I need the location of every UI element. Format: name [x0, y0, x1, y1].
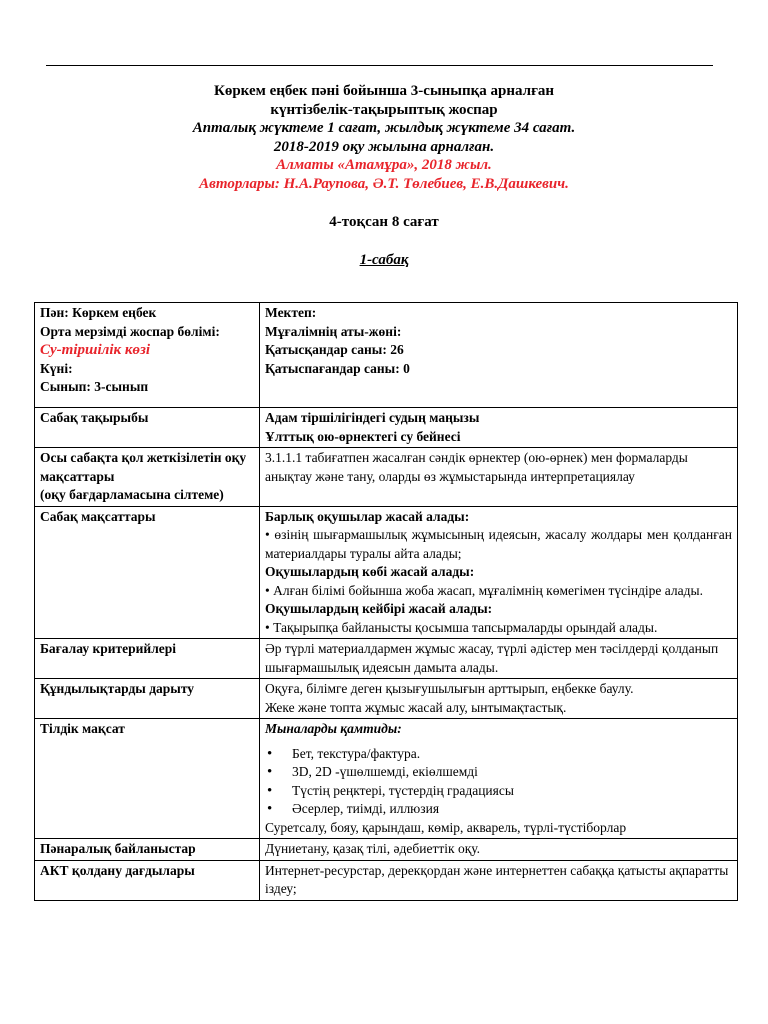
header-line-load: Апталық жүктеме 1 сағат, жылдық жүктеме 34 сағат. — [192, 120, 576, 137]
table-row — [35, 679, 738, 719]
goals-all-title: Барлық оқушылар жасай алады: — [265, 508, 470, 524]
list-item: • 3D, 2D -үшөлшемді, екіөлшемді — [265, 763, 732, 782]
lesson-plan-table — [34, 302, 738, 901]
day-label: Күні: — [40, 360, 73, 376]
ict-label: АКТ қолдану дағдылары — [35, 860, 260, 900]
teacher-label: Мұғалімнің аты-жөні: — [265, 323, 402, 339]
document-header — [0, 82, 768, 194]
assessment-value: Әр түрлі материалдармен жұмыс жасау, түрлі әдістер мен тәсілдерді қолданып шығармашылық идеясын дамыта алады. — [260, 639, 738, 679]
goals-all-text: • өзінің шығармашылық жұмысының идеясын, жасалу жолдары мен қолданған материалдары туралы айта алады; — [265, 527, 732, 561]
midterm-value: Су-тіршілік көзі — [40, 342, 150, 358]
table-row — [35, 303, 738, 408]
header-line-plan: күнтізбелік-тақырыптық жоспар — [270, 101, 498, 118]
info-left-cell — [35, 303, 260, 408]
top-rule — [46, 65, 713, 66]
topic-line: Ұлттық ою-өрнектегі су бейнесі — [265, 428, 461, 444]
absent-count: Қатыспағандар саны: 0 — [265, 360, 410, 376]
header-line-subject: Көркем еңбек пәні бойынша 3-сыныпқа арналған — [213, 83, 555, 99]
subject-label: Пән: Көркем еңбек — [40, 305, 157, 320]
class-label: Сынып: 3-сынып — [40, 379, 149, 394]
lesson-title: 1-сабақ — [359, 252, 409, 268]
table-row — [35, 506, 738, 639]
list-item: • Бет, текстура/фактура. — [265, 745, 732, 764]
table-row — [35, 408, 738, 448]
header-line-authors: Авторлары: Н.А.Раупова, Ә.Т. Төлебиев, Е.В.Дашкевич. — [199, 175, 569, 192]
table-row — [35, 639, 738, 679]
goals-some-text: • Тақырыпқа байланысты қосымша тапсырмаларды орындай алады. — [265, 619, 658, 635]
list-item: • Әсерлер, тиімді, иллюзия — [265, 800, 732, 819]
header-line-publisher: Алматы «Атамұра», 2018 жыл. — [276, 157, 492, 174]
language-list — [265, 745, 732, 819]
table-row — [35, 860, 738, 900]
goals-some-title: Оқушылардың кейбірі жасай алады: — [265, 601, 493, 616]
midterm-label: Орта мерзімді жоспар бөлімі: — [40, 323, 220, 339]
ict-value: Интернет-ресурстар, дерекқордан және интернеттен сабаққа қатысты ақпаратты іздеу; — [260, 860, 738, 900]
topic-label: Сабақ тақырыбы — [35, 408, 260, 448]
values-line: Жеке және топта жұмыс жасай алу, ынтымақтастық. — [265, 699, 567, 715]
lesson-goals-cell — [260, 506, 738, 639]
lesson-goals-label: Сабақ мақсаттары — [35, 506, 260, 639]
learning-goals-label: Осы сабақта қол жеткізілетін оқу мақсаттары (оқу бағдарламасына сілтеме) — [35, 448, 260, 507]
values-cell — [260, 679, 738, 719]
table-row — [35, 839, 738, 861]
goals-most-text: • Алған білімі бойынша жоба жасап, мұғалімнің көмегімен түсіндіре алады. — [265, 582, 703, 598]
header-line-year: 2018-2019 оқу жылына арналған. — [273, 138, 495, 155]
language-label: Тілдік мақсат — [35, 719, 260, 839]
cross-value: Дүниетану, қазақ тілі, әдебиеттік оқу. — [260, 839, 738, 861]
topic-cell — [260, 408, 738, 448]
list-item: • Түстің реңктері, түстердің градациясы — [265, 782, 732, 801]
language-cell — [260, 719, 738, 839]
topic-line: Адам тіршілігіндегі судың маңызы — [265, 410, 480, 425]
present-count: Қатысқандар саны: 26 — [265, 342, 404, 357]
values-line: Оқуға, білімге деген қызығушылығын арттырып, еңбекке баулу. — [265, 681, 634, 696]
cross-label: Пәнаралық байланыстар — [35, 839, 260, 861]
school-label: Мектеп: — [265, 305, 317, 320]
values-label: Құндылықтарды дарыту — [35, 679, 260, 719]
table-row — [35, 448, 738, 507]
info-right-cell — [260, 303, 738, 408]
quarter-title: 4-тоқсан 8 сағат — [329, 214, 439, 230]
language-extra: Суретсалу, бояу, қарындаш, көмір, акварель, түрлі-түстіборлар — [265, 819, 627, 835]
assessment-label: Бағалау критерийлері — [35, 639, 260, 679]
learning-goals-value: 3.1.1.1 табиғатпен жасалған сәндік өрнектер (ою-өрнек) мен формаларды анықтау және тану, оларды өз жұмыстарында интерпретациялау — [260, 448, 738, 507]
language-intro: Мыналарды қамтиды: — [265, 721, 402, 736]
goals-most-title: Оқушылардың көбі жасай алады: — [265, 564, 475, 579]
table-row — [35, 719, 738, 839]
